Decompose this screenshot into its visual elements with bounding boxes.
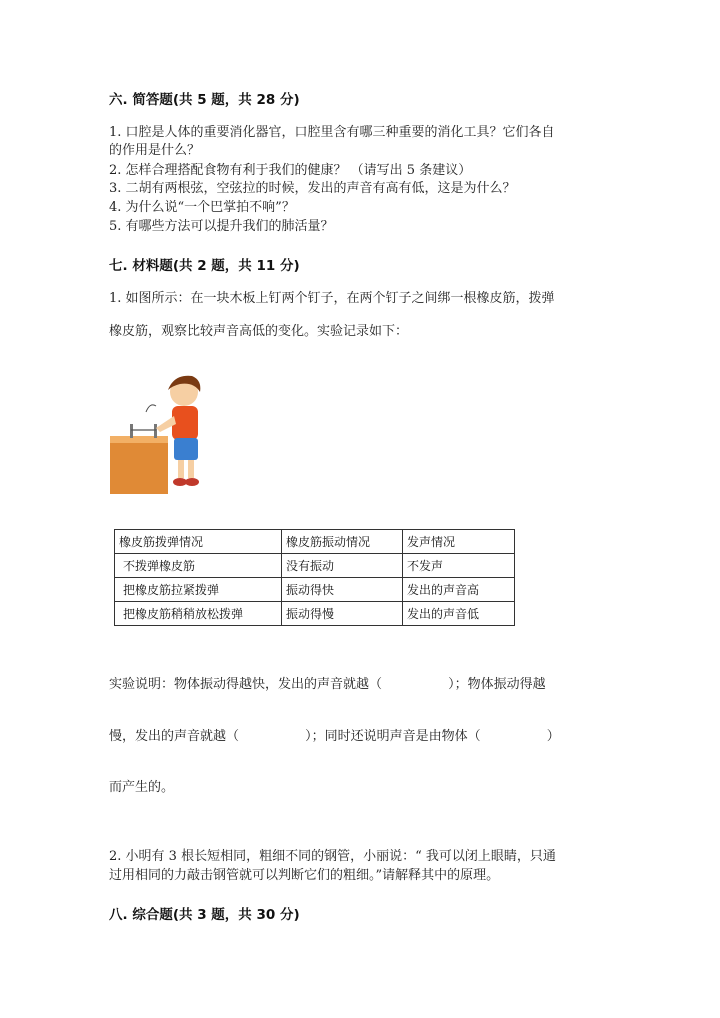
boy-shirt <box>172 406 198 440</box>
table-cell: 把橡皮筋稍稍放松拨弹 <box>115 602 282 626</box>
table-row <box>115 554 515 578</box>
table-header-row <box>115 530 515 554</box>
boy-shorts <box>174 438 198 460</box>
section8-title: 八. 综合题(共 3 题，共 30 分) <box>109 907 300 923</box>
table-header-cell: 橡皮筋振动情况 <box>282 530 403 554</box>
table-cell: 把橡皮筋拉紧拨弹 <box>115 578 282 602</box>
experiment-explanation-line1: 实验说明：物体振动得越快，发出的声音就越（ ）；物体振动得越 <box>109 677 546 692</box>
table-cell: 不发声 <box>403 554 515 578</box>
table-cell: 振动得快 <box>282 578 403 602</box>
question-7-1-line2: 橡皮筋，观察比较声音高低的变化。实验记录如下： <box>109 324 409 339</box>
question-7-2-line1: 2. 小明有 3 根长短相同，粗细不同的钢管，小丽说：“ 我可以闭上眼睛，只通 <box>109 849 556 864</box>
question-7-1-line1: 1. 如图所示：在一块木板上钉两个钉子，在两个钉子之间绑一根橡皮筋，拨弹 <box>109 291 555 306</box>
table-row <box>115 602 515 626</box>
question-6-4: 4. 为什么说“一个巴掌拍不响”？ <box>109 200 295 215</box>
table-cell: 不拨弹橡皮筋 <box>115 554 282 578</box>
boy-plucking-rubber-band-illustration <box>110 372 206 494</box>
table-row <box>115 578 515 602</box>
table-cell: 发出的声音低 <box>403 602 515 626</box>
experiment-explanation-line3: 而产生的。 <box>109 780 175 795</box>
table-cell: 没有振动 <box>282 554 403 578</box>
experiment-explanation-line2: 慢，发出的声音就越（ ）；同时还说明声音是由物体（ ） <box>109 729 560 744</box>
question-6-2: 2. 怎样合理搭配食物有利于我们的健康？ （请写出 5 条建议） <box>109 163 472 178</box>
question-6-1-line1: 1. 口腔是人体的重要消化器官，口腔里含有哪三种重要的消化工具？它们各自 <box>109 125 555 140</box>
section6-title: 六. 简答题(共 5 题，共 28 分) <box>109 92 300 108</box>
question-6-1-line2: 的作用是什么？ <box>109 143 201 158</box>
experiment-record-table <box>114 529 515 626</box>
table-cell: 振动得慢 <box>282 602 403 626</box>
table-cell: 发出的声音高 <box>403 578 515 602</box>
section7-title: 七. 材料题(共 2 题，共 11 分) <box>109 258 300 274</box>
table-header-cell: 橡皮筋拨弹情况 <box>115 530 282 554</box>
question-6-3: 3. 二胡有两根弦，空弦拉的时候，发出的声音有高有低，这是为什么？ <box>109 181 516 196</box>
table-header-cell: 发声情况 <box>403 530 515 554</box>
question-6-5: 5. 有哪些方法可以提升我们的肺活量？ <box>109 219 334 234</box>
question-7-2-line2: 过用相同的力敲击钢管就可以判断它们的粗细。”请解释其中的原理。 <box>109 868 500 883</box>
wooden-board <box>110 436 168 494</box>
